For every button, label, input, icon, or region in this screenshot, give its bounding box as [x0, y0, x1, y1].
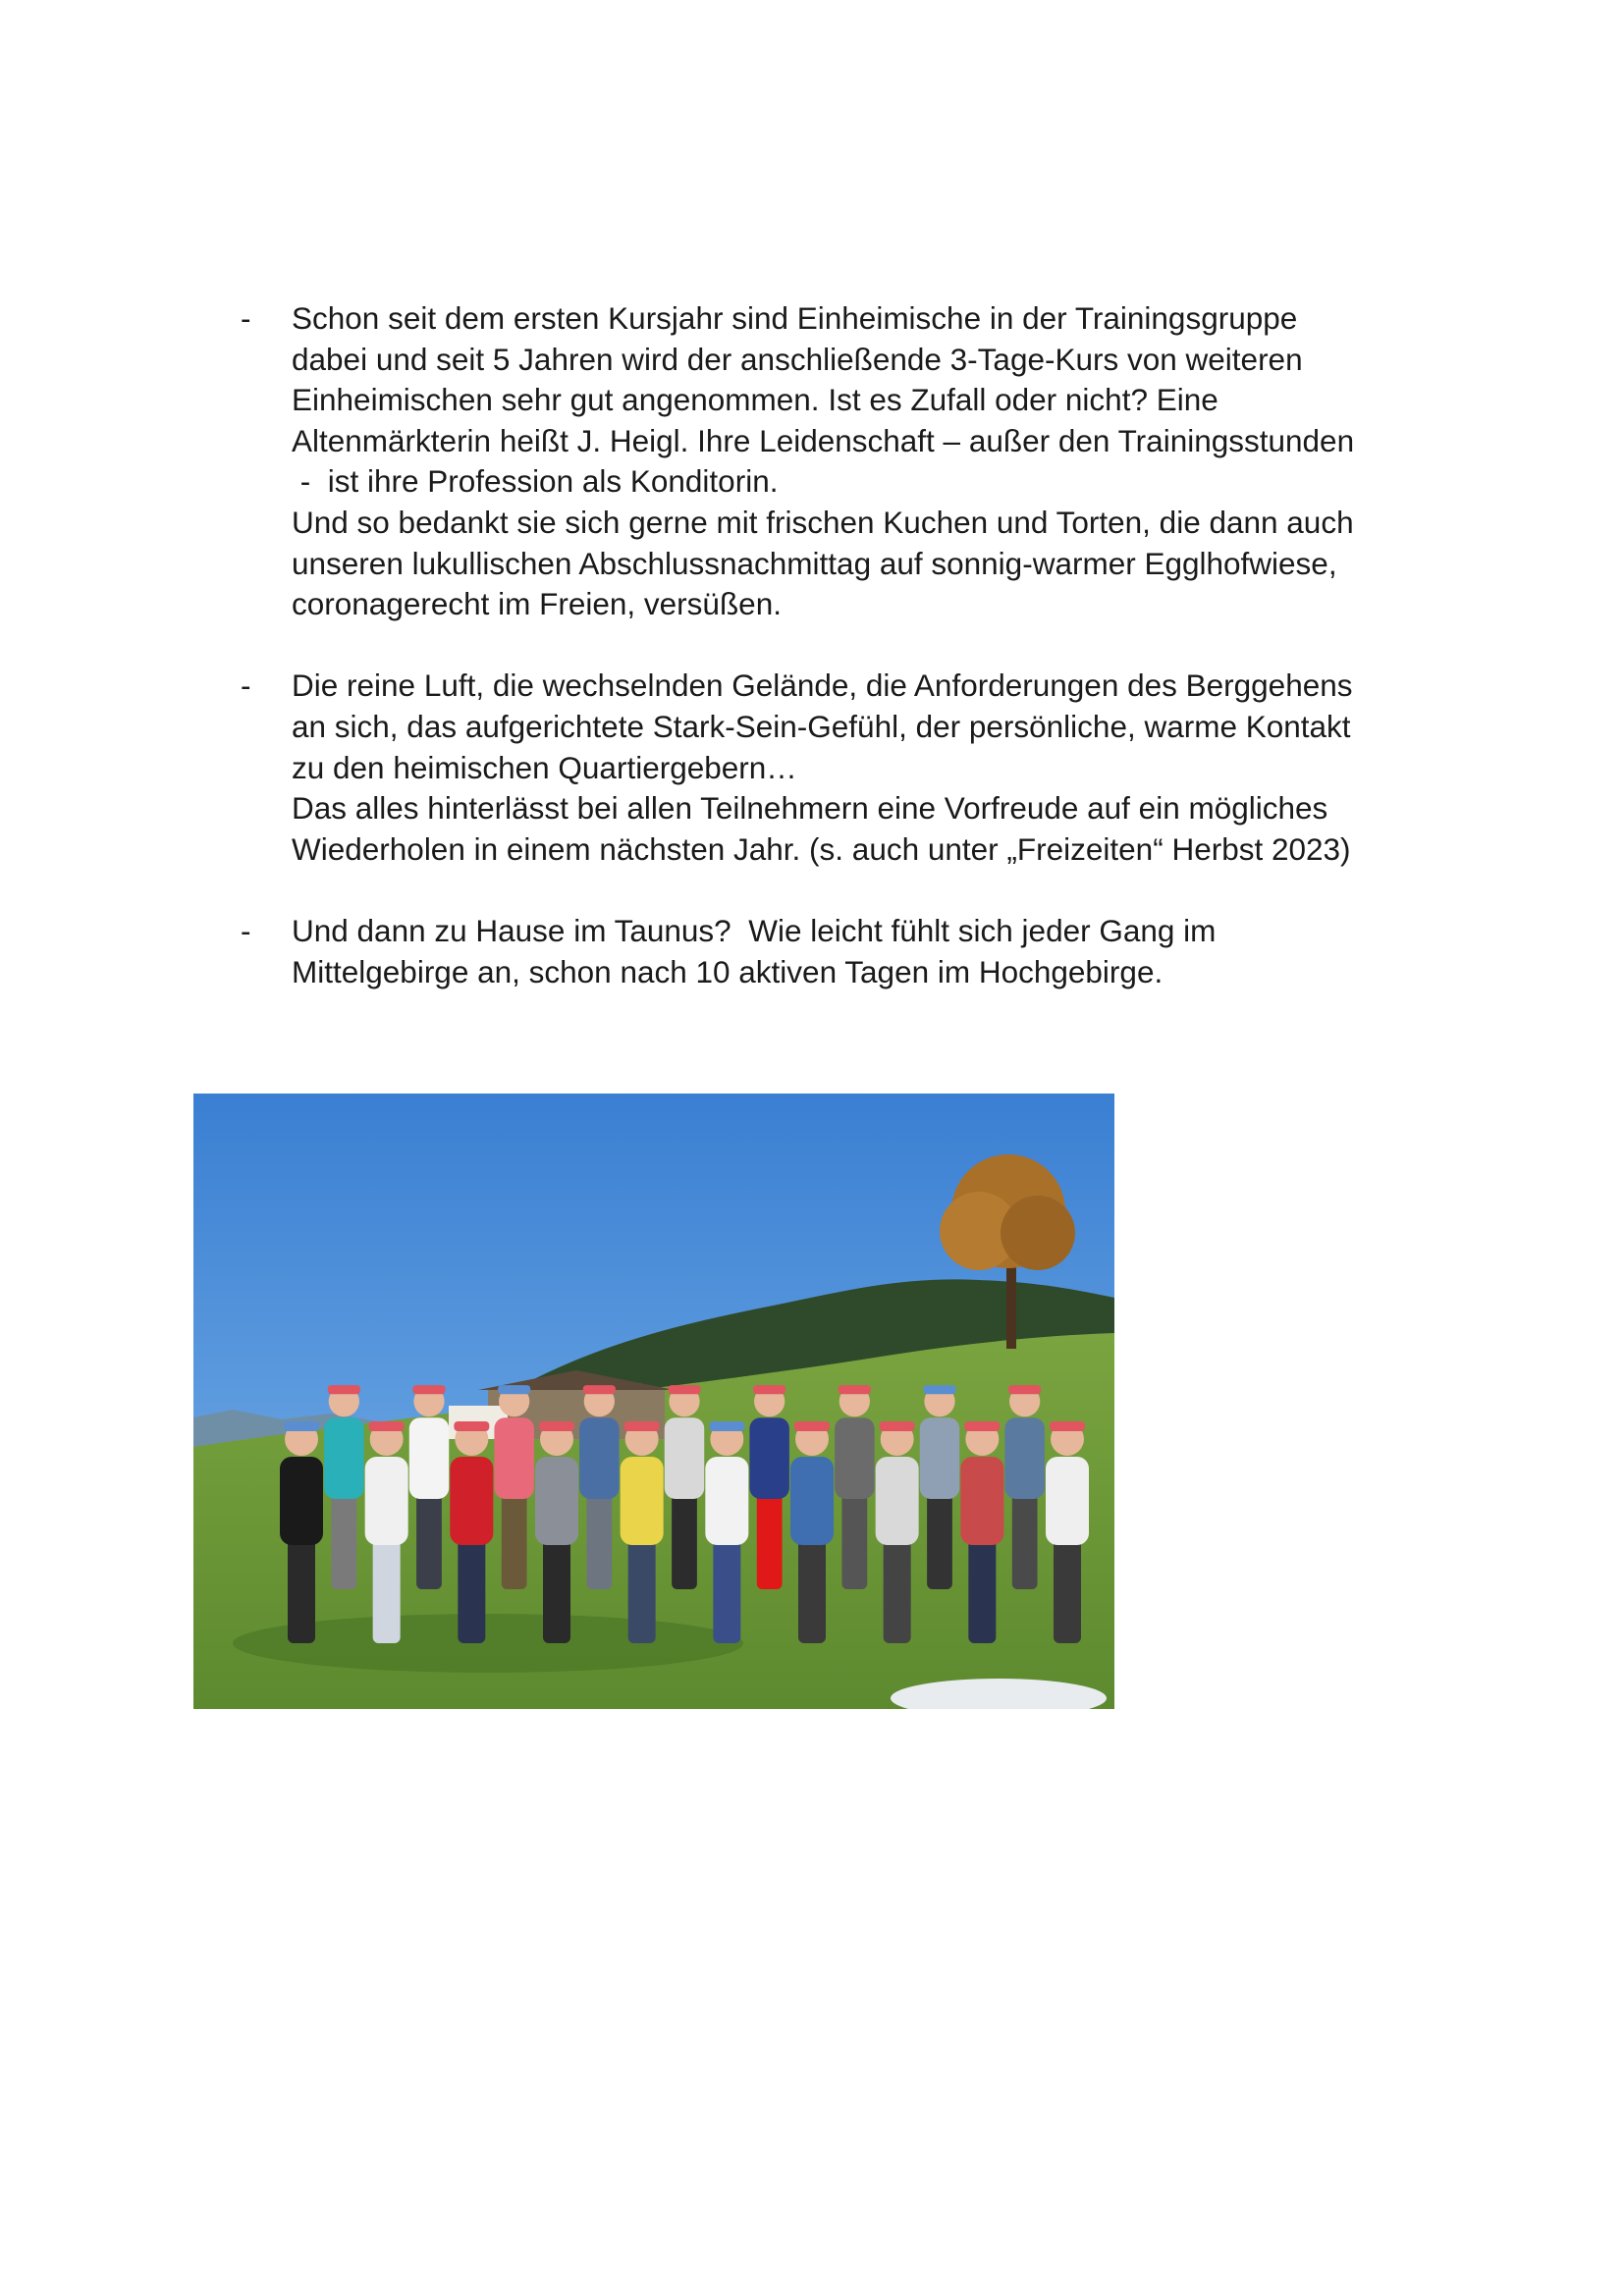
text-line: dabei und seit 5 Jahren wird der anschließende 3-Tage-Kurs von weiteren — [292, 341, 1303, 377]
group-photo-illustration — [193, 1094, 1114, 1709]
text-line: coronagerecht im Freien, versüßen. — [292, 586, 782, 622]
text-line: zu den heimischen Quartiergebern… — [292, 749, 797, 785]
text-line: Und so bedankt sie sich gerne mit frischen Kuchen und Torten, die dann auch — [292, 504, 1354, 540]
bullet-item — [241, 298, 1438, 625]
text-line: - ist ihre Profession als Konditorin. — [292, 463, 779, 500]
group-photo — [193, 1094, 1114, 1709]
text-line: Einheimischen sehr gut angenommen. Ist es Zufall oder nicht? Eine — [292, 382, 1218, 418]
text-line: Und dann zu Hause im Taunus? Wie leicht fühlt sich jeder Gang im — [292, 912, 1217, 948]
text-line: Mittelgebirge an, schon nach 10 aktiven Tagen im Hochgebirge. — [292, 953, 1164, 989]
bullet-item — [241, 666, 1438, 870]
bullet-marker: - — [241, 667, 251, 704]
bullet-marker: - — [241, 300, 251, 336]
text-line: Die reine Luft, die wechselnden Gelände, die Anforderungen des Berggehens — [292, 667, 1353, 704]
bullet-item — [241, 911, 1438, 992]
bullet-list — [241, 298, 1438, 1034]
text-line: Schon seit dem ersten Kursjahr sind Einheimische in der Trainingsgruppe — [292, 300, 1298, 336]
bullet-marker: - — [241, 912, 251, 948]
text-line: an sich, das aufgerichtete Stark-Sein-Gefühl, der persönliche, warme Kontakt — [292, 708, 1351, 744]
text-line: Altenmärkterin heißt J. Heigl. Ihre Leidenschaft – außer den Trainingsstunden — [292, 422, 1355, 458]
text-line: Wiederholen in einem nächsten Jahr. (s. auch unter „Freizeiten“ Herbst 2023) — [292, 830, 1351, 867]
text-line: Das alles hinterlässt bei allen Teilnehmern eine Vorfreude auf ein mögliches — [292, 790, 1328, 827]
text-line: unseren lukullischen Abschlussnachmittag auf sonnig-warmer Egglhofwiese, — [292, 545, 1337, 581]
